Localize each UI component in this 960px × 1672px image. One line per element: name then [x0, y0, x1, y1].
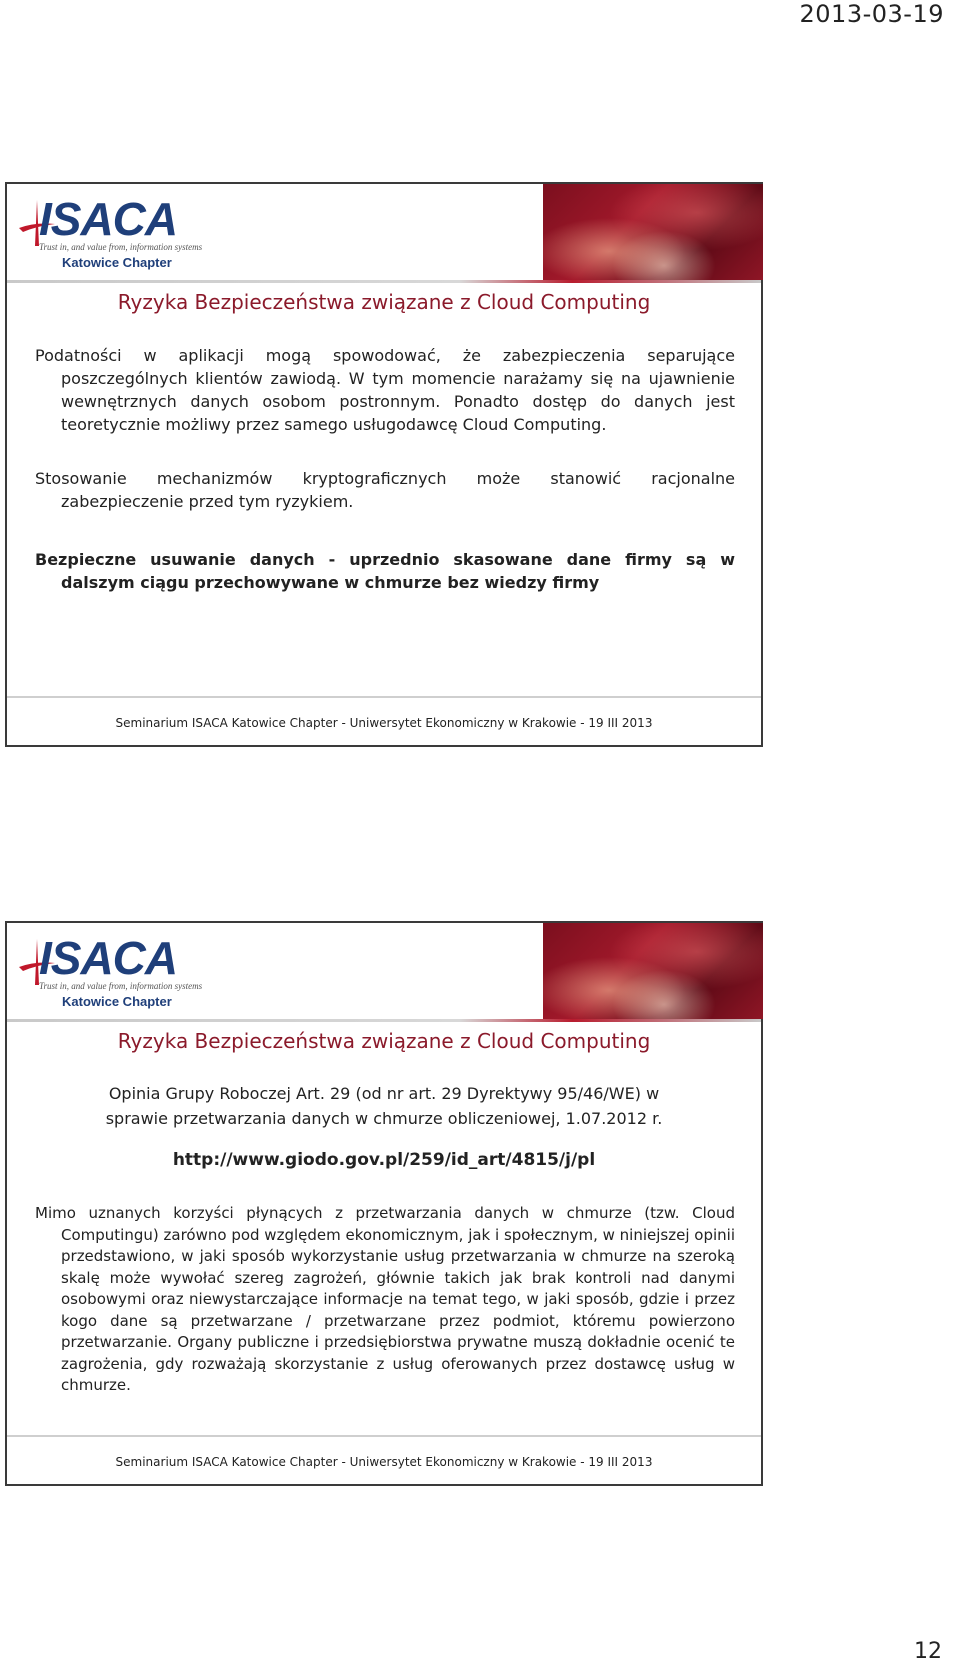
logo-wordmark: ISACA [39, 193, 178, 245]
isaca-logo [17, 192, 203, 277]
footer-divider [7, 1435, 761, 1437]
header-photo [543, 923, 763, 1019]
logo-tagline: Trust in, and value from, information systems [39, 981, 203, 991]
paragraph-data-deletion: Bezpieczne usuwanie danych - uprzednio skasowane dane firmy są w dalszym ciągu przechowywane w chmurze bez wiedzy firmy [35, 550, 735, 592]
paragraph-cryptography: Stosowanie mechanizmów kryptograficznych może stanowić racjonalne zabezpieczenie przed tym ryzykiem. [35, 469, 735, 511]
logo-tagline: Trust in, and value from, information systems [39, 242, 203, 252]
logo-chapter: Katowice Chapter [62, 994, 172, 1009]
paragraph-opinion: Mimo uznanych korzyści płynących z przetwarzania danych w chmurze (tzw. Cloud Computingu) zarówno pod względem ekonomicznym, jak i społecznym, w niniejszej opinii przedstawiono, w jaki sposób wykorzystanie usług przetwarzania w chmurze na szeroką skalę może wywołać szereg zagrożeń, głównie takich jak brak kontroli nad danymi osobowymi oraz niewystarczające informacje na temat tego, w jaki sposób, gdzie i przez kogo dane są przetwarzane / przetwarzane przez podmiot, któremu powierzono przetwarzanie. Organy publiczne i przedsiębiorstwa prywatne muszą dokładnie ocenić te zagrożenia, gdy rozważają skorzystanie z usług oferowanych przez dostawcę usług w chmurze. [35, 1204, 735, 1394]
slide-header [7, 184, 761, 284]
isaca-logo [17, 931, 203, 1016]
paragraph-vulnerabilities: Podatności w aplikacji mogą spowodować, że zabezpieczenia separujące poszczególnych klientów zawiodą. W tym momencie narażamy się na ujawnienie wewnętrznych danych osobom postronnym. Ponadto dostęp do danych jest teoretycznie możliwy przez samego usługodawcę Cloud Computing. [35, 346, 735, 434]
header-photo [543, 184, 763, 280]
slide-footer: Seminarium ISACA Katowice Chapter - Uniwersytet Ekonomiczny w Krakowie - 19 III 2013 [115, 1455, 653, 1469]
slide-1 [5, 182, 763, 747]
logo-wordmark: ISACA [39, 932, 178, 984]
page-date: 2013-03-19 [799, 0, 944, 28]
opinion-reference: Opinia Grupy Roboczej Art. 29 (od nr art. 29 Dyrektywy 95/46/WE) w sprawie przetwarzania danych w chmurze obliczeniowej, 1.07.2012 r. [105, 1084, 663, 1128]
logo-chapter: Katowice Chapter [62, 255, 172, 270]
header-divider [7, 280, 761, 283]
slide-2 [5, 921, 763, 1486]
page-number: 12 [914, 1639, 942, 1664]
slide-header [7, 923, 761, 1023]
giodo-link[interactable]: http://www.giodo.gov.pl/259/id_art/4815/j/pl [172, 1150, 596, 1170]
header-divider [7, 1019, 761, 1022]
slide-footer: Seminarium ISACA Katowice Chapter - Uniwersytet Ekonomiczny w Krakowie - 19 III 2013 [115, 716, 653, 730]
footer-divider [7, 696, 761, 698]
slide-title: Ryzyka Bezpieczeństwa związane z Cloud Computing [117, 1029, 651, 1053]
slide-title: Ryzyka Bezpieczeństwa związane z Cloud Computing [117, 290, 651, 314]
